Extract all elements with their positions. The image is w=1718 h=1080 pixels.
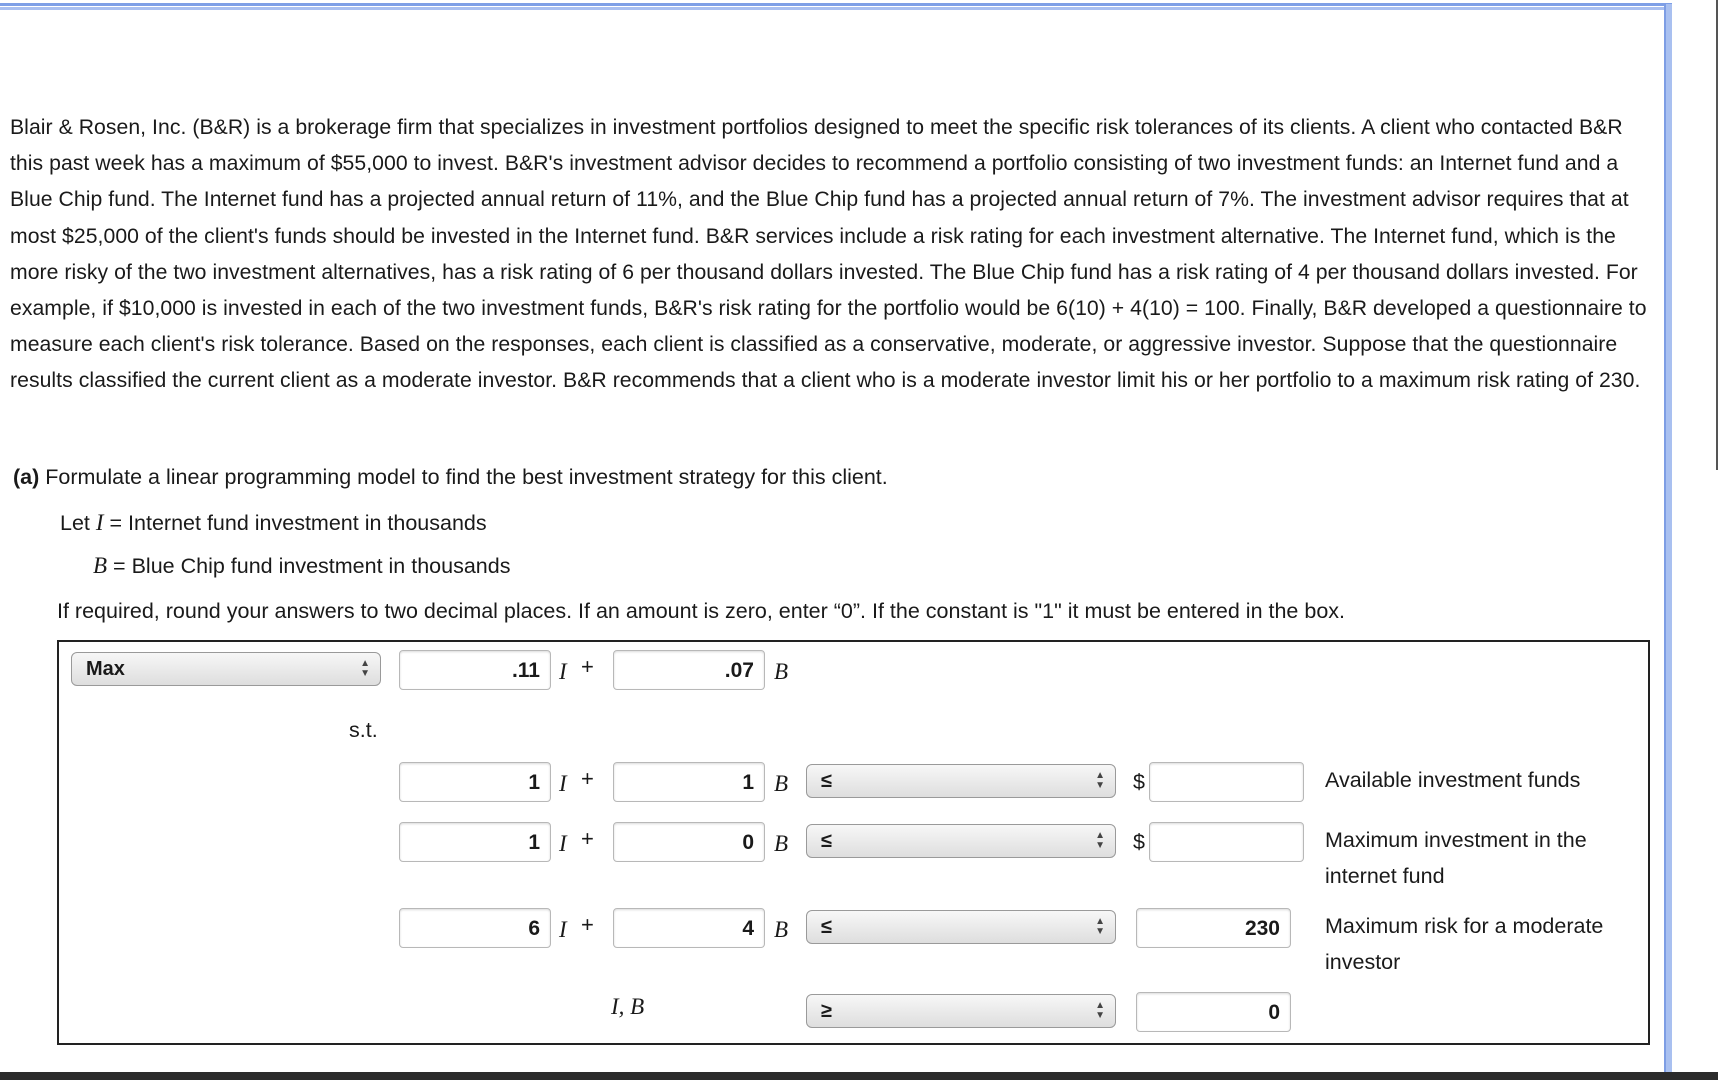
- nonneg-relation-value: ≥: [821, 1000, 832, 1022]
- c3-plus: +: [581, 912, 594, 937]
- definition-b-var: B: [93, 553, 108, 578]
- nonneg-vars: I, B: [611, 994, 645, 1019]
- objective-select[interactable]: [71, 652, 381, 686]
- c1-coef-i-input[interactable]: 1: [399, 762, 551, 802]
- part-a-text: Formulate a linear programming model to find the best investment strategy for this client.: [45, 465, 888, 489]
- lp-model-box: [57, 640, 1650, 1045]
- c3-relation-value: ≤: [821, 916, 832, 938]
- instructions: If required, round your answers to two decimal places. If an amount is zero, enter “0”. If the constant is "1" it must be entered in the box.: [57, 599, 1345, 623]
- c1-label: Available investment funds: [1325, 768, 1581, 792]
- st-label: s.t.: [349, 718, 378, 742]
- c2-rhs-input[interactable]: [1149, 822, 1304, 862]
- c3-label-line1: Maximum risk for a moderate: [1325, 914, 1604, 938]
- bottom-bar: [0, 1072, 1718, 1080]
- c3-coef-i-input[interactable]: 6: [399, 908, 551, 948]
- definition-b: [93, 553, 510, 579]
- chevron-updown-icon: ▲ ▼: [1095, 1000, 1105, 1021]
- c1-plus: +: [581, 766, 594, 791]
- c2-relation-value: ≤: [821, 830, 832, 852]
- chevron-updown-icon: ▲ ▼: [1095, 830, 1105, 851]
- c2-coef-i-input[interactable]: 1: [399, 822, 551, 862]
- chevron-updown-icon: ▲ ▼: [360, 658, 370, 679]
- c2-relation-select[interactable]: [806, 824, 1116, 858]
- objective-plus: +: [581, 654, 594, 679]
- right-frame: [1664, 4, 1672, 1076]
- nonneg-relation-select[interactable]: [806, 994, 1116, 1028]
- c2-var-b: B: [774, 831, 789, 856]
- c2-dollar: $: [1133, 830, 1145, 854]
- definition-i: [60, 510, 487, 536]
- definition-i-var: I: [95, 510, 104, 535]
- let-prefix: Let: [60, 511, 90, 535]
- objective-var-b: B: [774, 659, 789, 684]
- definition-b-text: = Blue Chip fund investment in thousands: [113, 554, 511, 578]
- c2-label-line2: internet fund: [1325, 864, 1445, 888]
- objective-select-value: Max: [86, 658, 125, 680]
- problem-paragraph: Blair & Rosen, Inc. (B&R) is a brokerage firm that specializes in investment portfolios designed to meet the specific risk tolerances of its clients. A client who contacted B&R this past week has a maximum of $55,000 to invest. B&R's investment advisor decides to recommend a portfolio consisting of two investment funds: an Internet fund and a Blue Chip fund. The Internet fund has a projected annual return of 11%, and the Blue Chip fund has a projected annual return of 7%. The investment advisor requires that at most $25,000 of the client's funds should be invested in the Internet fund. B&R services include a risk rating for each investment alternative. The Internet fund, which is the more risky of the two investment alternatives, has a risk rating of 6 per thousand dollars invested. The Blue Chip fund has a risk rating of 4 per thousand dollars invested. For example, if $10,000 is invested in each of the two investment funds, B&R's risk rating for the portfolio would be 6(10) + 4(10) = 100. Finally, B&R developed a questionnaire to measure each client's risk tolerance. Based on the responses, each client is classified as a conservative, moderate, or aggressive investor. Suppose that the questionnaire results classified the current client as a moderate investor. B&R recommends that a client who is a moderate investor limit his or her portfolio to a maximum risk rating of 230.: [10, 116, 1647, 393]
- c2-coef-b-input[interactable]: 0: [613, 822, 765, 862]
- nonneg-rhs-input[interactable]: 0: [1136, 992, 1291, 1032]
- c2-label-line1: Maximum investment in the: [1325, 828, 1587, 852]
- c2-var-i: I: [559, 831, 567, 856]
- c1-rhs-input[interactable]: [1149, 762, 1304, 802]
- c2-plus: +: [581, 826, 594, 851]
- part-a-label: (a): [13, 465, 40, 489]
- c1-dollar: $: [1133, 770, 1145, 794]
- c1-var-b: B: [774, 771, 789, 796]
- objective-var-i: I: [559, 659, 567, 684]
- chevron-updown-icon: ▲ ▼: [1095, 916, 1105, 937]
- c3-var-i: I: [559, 917, 567, 942]
- objective-coef-b-input[interactable]: .07: [613, 650, 765, 690]
- c1-coef-b-input[interactable]: 1: [613, 762, 765, 802]
- c3-relation-select[interactable]: [806, 910, 1116, 944]
- c3-coef-b-input[interactable]: 4: [613, 908, 765, 948]
- top-accent: [0, 0, 1672, 10]
- c1-relation-value: ≤: [821, 770, 832, 792]
- c1-relation-select[interactable]: [806, 764, 1116, 798]
- c3-label-line2: investor: [1325, 950, 1401, 974]
- definition-i-text: = Internet fund investment in thousands: [109, 511, 487, 535]
- chevron-updown-icon: ▲ ▼: [1095, 770, 1105, 791]
- c3-var-b: B: [774, 917, 789, 942]
- objective-coef-i-input[interactable]: .11: [399, 650, 551, 690]
- top-accent-line: [0, 3, 1672, 6]
- part-a-prompt: [13, 465, 888, 490]
- c3-rhs-input[interactable]: 230: [1136, 908, 1291, 948]
- c1-var-i: I: [559, 771, 567, 796]
